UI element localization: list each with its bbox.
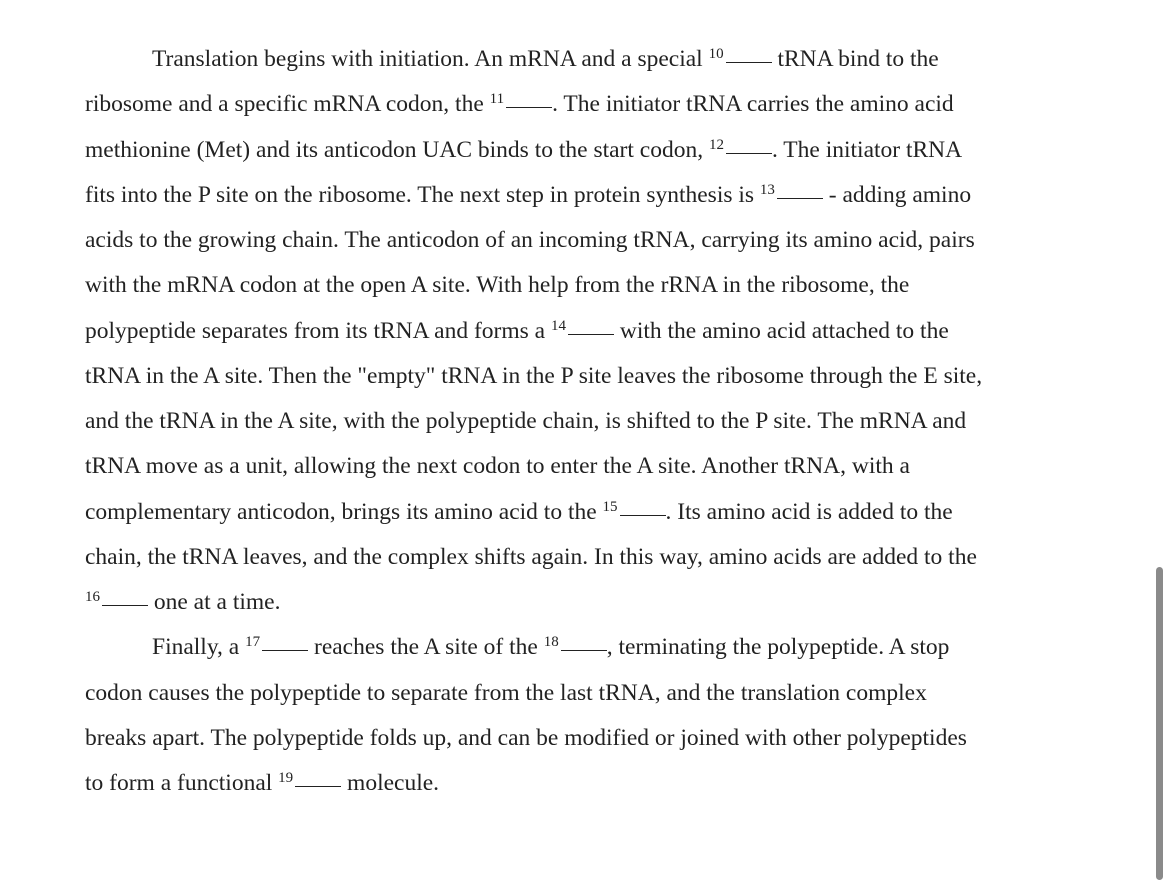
text-line: [85, 444, 1125, 489]
document-page: [85, 37, 1125, 806]
question-number: 10: [708, 46, 724, 62]
text-line: [85, 354, 1125, 399]
text-segment: . Its amino acid is added to the: [665, 498, 953, 525]
text-segment: Translation begins with initiation. An mRNA and a special: [152, 46, 709, 72]
text-segment: codon causes the polypeptide to separate from the last tRNA, and the translation complex: [85, 679, 927, 706]
text-segment: methionine (Met) and its anticodon UAC binds to the start codon,: [85, 136, 709, 163]
text-line: [85, 625, 1125, 670]
text-segment: to form a functional: [85, 770, 279, 796]
text-segment: complementary anticodon, brings its amino acid to the: [85, 498, 603, 525]
text-segment: - adding amino: [822, 181, 972, 208]
text-line: [85, 490, 1125, 535]
text-line: [85, 580, 1125, 625]
text-segment: one at a time.: [148, 589, 281, 615]
question-number: 14: [550, 317, 566, 334]
text-segment: acids to the growing chain. The anticodon of an incoming tRNA, carrying its amino acid, pairs: [85, 227, 975, 253]
text-segment: and the tRNA in the A site, with the polypeptide chain, is shifted to the P site. The mRNA and: [85, 408, 967, 434]
answer-blank: [561, 649, 607, 651]
scrollbar-thumb[interactable]: [1156, 567, 1163, 880]
text-segment: reaches the A site of the: [308, 634, 544, 661]
answer-blank: [777, 197, 823, 199]
text-segment: with the amino acid attached to the: [613, 317, 949, 344]
text-segment: molecule.: [341, 770, 440, 796]
answer-blank: [726, 61, 772, 63]
answer-blank: [102, 604, 148, 606]
text-segment: with the mRNA codon at the open A site. With help from the rRNA in the ribosome, the: [85, 272, 910, 299]
text-line: [85, 173, 1125, 218]
question-number: 11: [489, 91, 505, 108]
question-number: 15: [602, 498, 618, 515]
answer-blank: [620, 514, 666, 516]
text-segment: ribosome and a specific mRNA codon, the: [85, 91, 490, 118]
answer-blank: [726, 152, 772, 154]
text-line: [85, 128, 1125, 173]
text-segment: chain, the tRNA leaves, and the complex shifts again. In this way, amino acids are added to the: [85, 543, 977, 570]
text-line: [85, 671, 1125, 716]
answer-blank: [295, 785, 341, 787]
text-line: [85, 535, 1125, 580]
text-segment: Finally, a: [152, 634, 246, 661]
text-segment: tRNA bind to the: [771, 46, 939, 72]
question-number: 17: [245, 634, 261, 651]
text-line: [85, 82, 1125, 127]
text-line: [85, 218, 1125, 263]
question-number: 19: [278, 770, 294, 786]
text-segment: breaks apart. The polypeptide folds up, and can be modified or joined with other polypeptides: [85, 724, 967, 751]
text-segment: tRNA move as a unit, allowing the next codon to enter the A site. Another tRNA, with a: [85, 453, 910, 480]
vertical-scrollbar[interactable]: [1154, 0, 1166, 880]
text-segment: tRNA in the A site. Then the "empty" tRNA in the P site leaves the ribosome through the E site,: [85, 362, 983, 389]
text-line: [85, 399, 1125, 444]
answer-blank: [568, 333, 614, 335]
question-number: 12: [708, 136, 724, 153]
text-line: [85, 37, 1125, 82]
text-segment: . The initiator tRNA carries the amino acid: [552, 91, 954, 118]
text-line: [85, 309, 1125, 354]
text-segment: polypeptide separates from its tRNA and forms a: [85, 317, 551, 344]
text-segment: fits into the P site on the ribosome. The next step in protein synthesis is: [85, 181, 760, 208]
question-number: 13: [759, 181, 775, 198]
text-segment: , terminating the polypeptide. A stop: [606, 634, 950, 661]
text-line: [85, 716, 1125, 761]
question-number: 18: [543, 634, 559, 651]
text-segment: . The initiator tRNA: [771, 136, 963, 163]
text-line: [85, 263, 1125, 308]
question-number: 16: [85, 589, 100, 605]
answer-blank: [262, 649, 308, 651]
answer-blank: [506, 106, 552, 108]
text-line: [85, 761, 1125, 806]
